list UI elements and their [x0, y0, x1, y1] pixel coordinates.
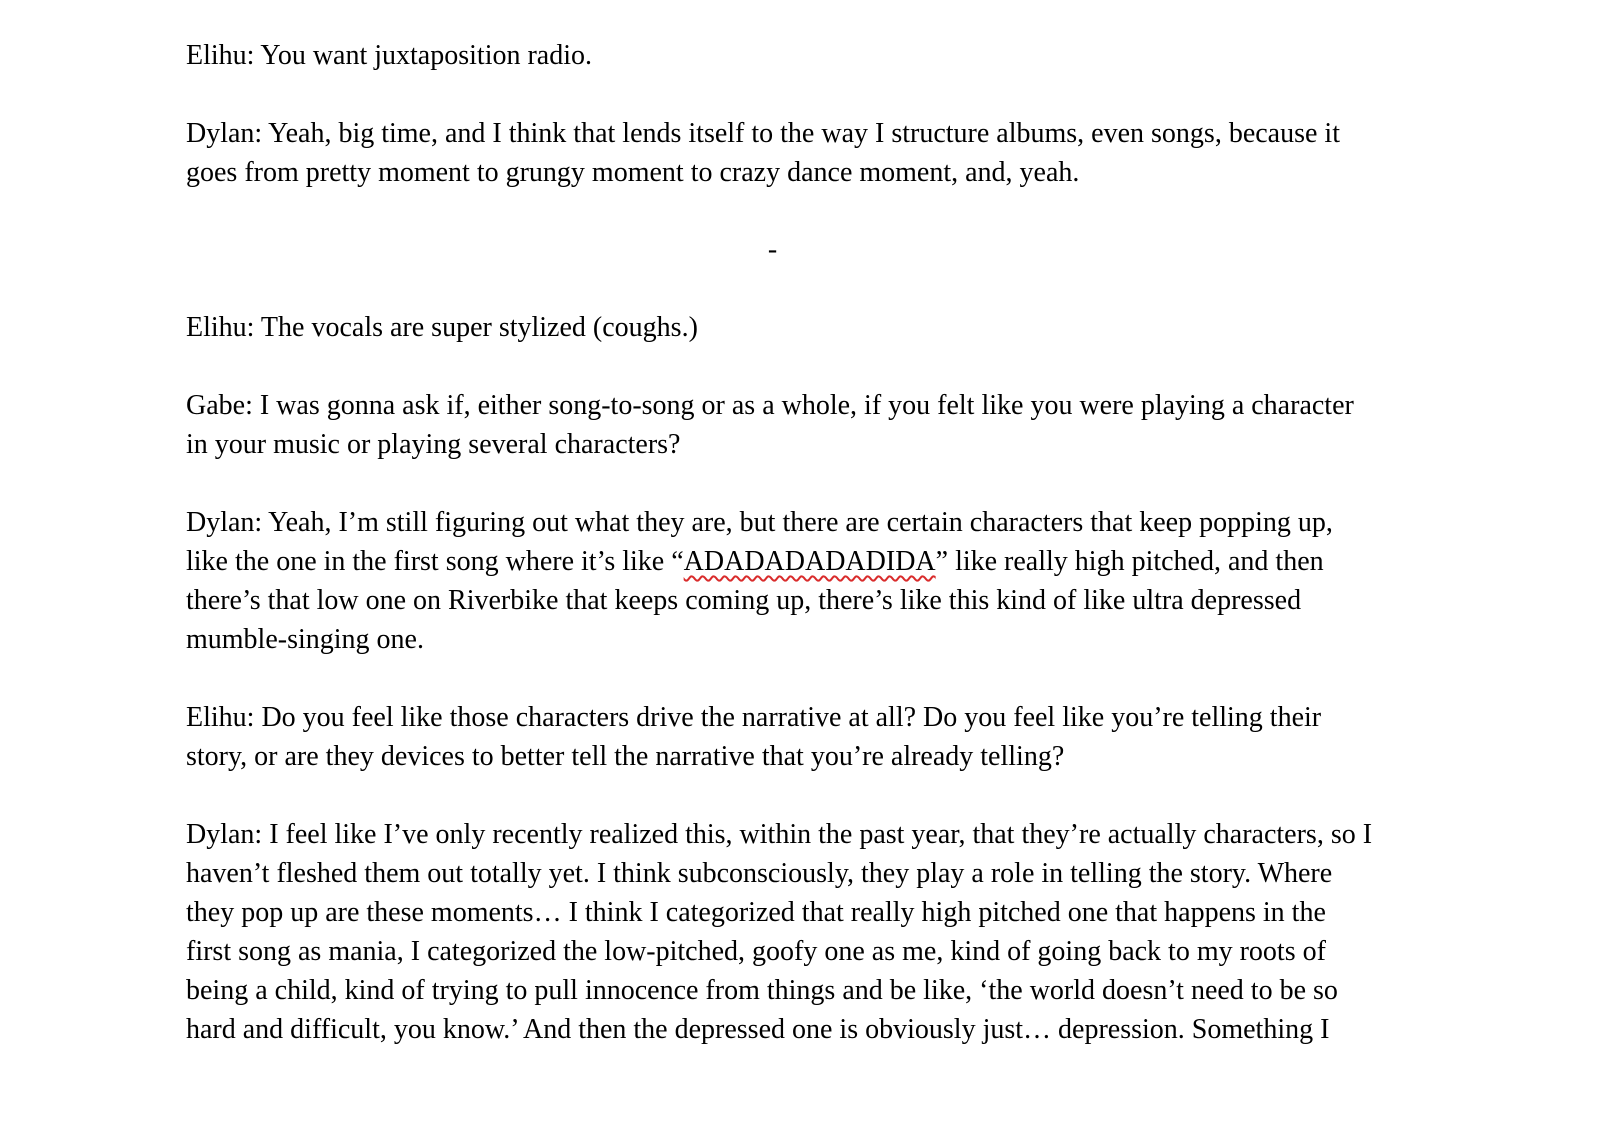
section-separator: - [767, 234, 778, 265]
text-line: Dylan: Yeah, big time, and I think that lends itself to the way I structure albums, even songs, because it [186, 118, 1340, 149]
paragraph-elihu-vocals [186, 308, 1446, 347]
text-line: goes from pretty moment to grungy moment to crazy dance moment, and, yeah. [186, 157, 1080, 188]
text-line: story, or are they devices to better tell the narrative that you’re already telling? [186, 741, 1065, 772]
text-segment: like the one in the first song where it’s like “ [186, 546, 684, 577]
text-line: mumble-singing one. [186, 624, 424, 655]
text-line: first song as mania, I categorized the low-pitched, goofy one as me, kind of going back to my roots of [186, 936, 1326, 967]
text-line: being a child, kind of trying to pull innocence from things and be like, ‘the world doesn’t need to be so [186, 975, 1338, 1006]
text-line: they pop up are these moments… I think I categorized that really high pitched one that happens in the [186, 897, 1326, 928]
paragraph-elihu-juxtaposition [186, 36, 1446, 75]
paragraph-gabe-character [186, 386, 1446, 464]
text-line: in your music or playing several characters? [186, 429, 681, 460]
paragraph-elihu-narrative [186, 698, 1446, 776]
text-line: Gabe: I was gonna ask if, either song-to-song or as a whole, if you felt like you were playing a character [186, 390, 1354, 421]
text-line: Elihu: Do you feel like those characters drive the narrative at all? Do you feel like you’re telling their [186, 702, 1322, 733]
text-segment: ” like really high pitched, and then [935, 546, 1324, 577]
paragraph-dylan-realized [186, 815, 1446, 1049]
text-line: Dylan: Yeah, I’m still figuring out what they are, but there are certain characters that keep popping up, [186, 507, 1333, 538]
text-line: Elihu: The vocals are super stylized (coughs.) [186, 312, 698, 343]
paragraph-dylan-structure [186, 114, 1446, 192]
text-line: hard and difficult, you know.’ And then the depressed one is obviously just… depression. Something I [186, 1014, 1330, 1045]
text-line: haven’t fleshed them out totally yet. I think subconsciously, they play a role in telling the story. Where [186, 858, 1333, 889]
text-line: there’s that low one on Riverbike that keeps coming up, there’s like this kind of like ultra depressed [186, 585, 1302, 616]
misspelled-word[interactable]: ADADADADADIDA [683, 546, 936, 577]
paragraph-dylan-characters [186, 503, 1446, 659]
text-line [186, 542, 1446, 581]
text-line: Dylan: I feel like I’ve only recently realized this, within the past year, that they’re actually characters, so I [186, 819, 1373, 850]
text-line: Elihu: You want juxtaposition radio. [186, 40, 592, 71]
